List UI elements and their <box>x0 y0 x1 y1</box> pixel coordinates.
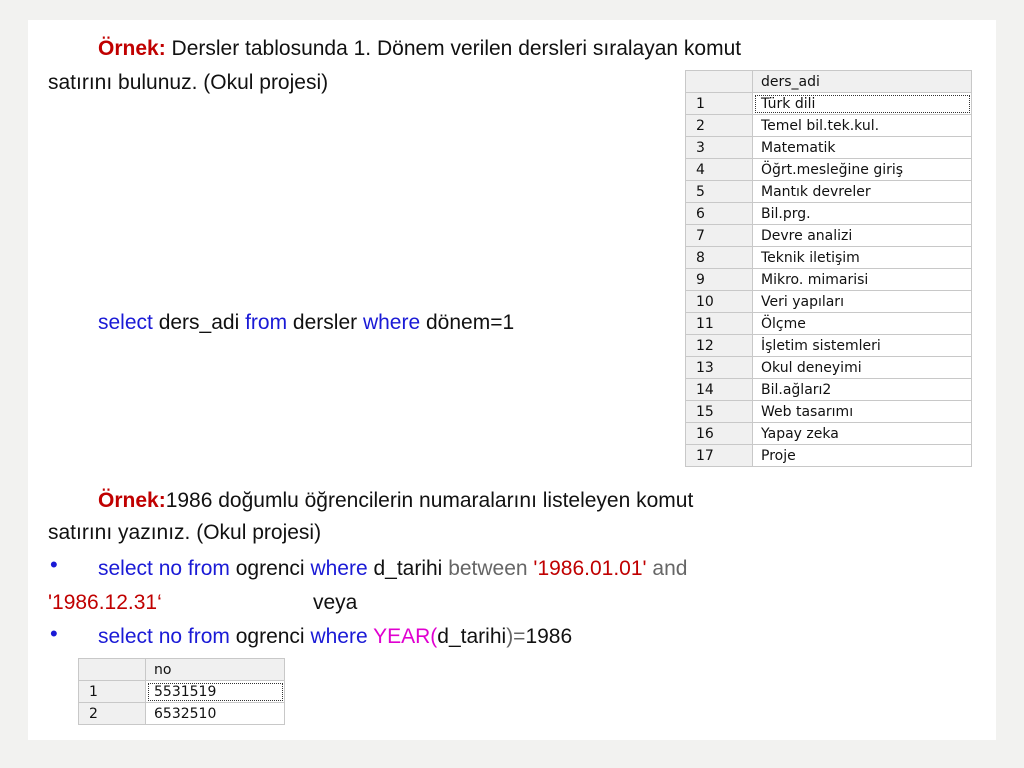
row-number: 4 <box>686 159 753 181</box>
cell-value[interactable]: Türk dili <box>753 93 972 115</box>
row-number: 5 <box>686 181 753 203</box>
grid-corner <box>686 71 753 93</box>
query-field: d_tarihi <box>367 557 449 580</box>
row-number: 12 <box>686 335 753 357</box>
table-row[interactable] <box>686 357 972 379</box>
query2-line1 <box>98 556 687 582</box>
cell-value[interactable]: Ölçme <box>753 313 972 335</box>
table-row[interactable] <box>79 681 285 703</box>
query-field: d_tarihi <box>437 625 507 648</box>
kw-from: from <box>187 625 230 648</box>
table-row[interactable] <box>686 247 972 269</box>
cell-value[interactable]: Öğrt.mesleğine giriş <box>753 159 972 181</box>
example-label: Örnek: <box>98 37 166 60</box>
kw-where: where <box>310 625 368 648</box>
example1-text: Dersler tablosunda 1. Dönem verilen dersleri sıralayan komut <box>165 37 742 60</box>
result-grid-1 <box>685 70 972 467</box>
kw-select: select <box>98 557 153 580</box>
kw-between: between <box>448 557 528 580</box>
row-number: 11 <box>686 313 753 335</box>
row-number: 13 <box>686 357 753 379</box>
bullet-icon: • <box>50 621 58 646</box>
cell-value[interactable]: Teknik iletişim <box>753 247 972 269</box>
example2-text: 1986 doğumlu öğrencilerin numaralarını listeleyen komut <box>165 489 694 512</box>
cell-value[interactable]: Okul deneyimi <box>753 357 972 379</box>
slide <box>28 20 996 740</box>
table-row[interactable] <box>686 93 972 115</box>
query1 <box>98 310 514 336</box>
query-column: ders_adi <box>152 311 246 334</box>
query3 <box>98 624 572 650</box>
cell-value[interactable]: Matematik <box>753 137 972 159</box>
row-number: 2 <box>686 115 753 137</box>
grid-header-ders-adi: ders_adi <box>753 71 972 93</box>
example1-line1 <box>98 36 741 62</box>
row-number: 6 <box>686 203 753 225</box>
row-number: 1 <box>79 681 146 703</box>
paren-open: ( <box>430 625 438 648</box>
table-row[interactable] <box>79 703 285 725</box>
table-row[interactable] <box>686 159 972 181</box>
row-number: 2 <box>79 703 146 725</box>
cell-value[interactable]: Veri yapıları <box>753 291 972 313</box>
example2-line2: satırını yazınız. (Okul projesi) <box>48 521 322 544</box>
row-number: 16 <box>686 423 753 445</box>
table-row[interactable] <box>686 313 972 335</box>
example-label: Örnek: <box>98 489 166 512</box>
query-value: 1986 <box>525 625 573 648</box>
kw-where: where <box>362 311 421 334</box>
example2-line1 <box>98 488 693 514</box>
cell-value[interactable]: Yapay zeka <box>753 423 972 445</box>
cell-value[interactable]: Proje <box>753 445 972 467</box>
query2-line2 <box>48 590 162 616</box>
kw-and: and <box>646 557 688 580</box>
cell-value[interactable]: Bil.prg. <box>753 203 972 225</box>
kw-select: select <box>98 625 153 648</box>
cell-value[interactable]: 5531519 <box>146 681 285 703</box>
table-row[interactable] <box>686 445 972 467</box>
cell-value[interactable]: Temel bil.tek.kul. <box>753 115 972 137</box>
example1-line2: satırını bulunuz. (Okul projesi) <box>48 71 329 94</box>
query-date-end: '1986.12.31‘ <box>48 591 162 614</box>
row-number: 15 <box>686 401 753 423</box>
query-equals: )= <box>506 625 526 648</box>
table-row[interactable] <box>686 423 972 445</box>
query2-veya: veya <box>313 591 358 614</box>
row-number: 14 <box>686 379 753 401</box>
grid-corner <box>79 659 146 681</box>
row-number: 9 <box>686 269 753 291</box>
row-number: 1 <box>686 93 753 115</box>
query-column: no <box>152 557 188 580</box>
kw-from: from <box>187 557 230 580</box>
query-table: ogrenci <box>229 625 311 648</box>
cell-value[interactable]: İşletim sistemleri <box>753 335 972 357</box>
kw-select: select <box>98 311 153 334</box>
row-number: 7 <box>686 225 753 247</box>
cell-value[interactable]: Mikro. mimarisi <box>753 269 972 291</box>
row-number: 3 <box>686 137 753 159</box>
cell-value[interactable]: Devre analizi <box>753 225 972 247</box>
grid-header-no: no <box>146 659 285 681</box>
query-column: no <box>152 625 188 648</box>
row-number: 8 <box>686 247 753 269</box>
table-row[interactable] <box>686 115 972 137</box>
query-table: dersler <box>287 311 363 334</box>
table-row[interactable] <box>686 203 972 225</box>
table-row[interactable] <box>686 379 972 401</box>
kw-from: from <box>245 311 288 334</box>
row-number: 10 <box>686 291 753 313</box>
row-number: 17 <box>686 445 753 467</box>
bullet-icon: • <box>50 552 58 577</box>
query-date-start: '1986.01.01' <box>527 557 647 580</box>
query-condition: dönem=1 <box>420 311 515 334</box>
cell-value[interactable]: 6532510 <box>146 703 285 725</box>
result-grid-2 <box>78 658 285 725</box>
table-row[interactable] <box>686 335 972 357</box>
table-row[interactable] <box>686 269 972 291</box>
cell-value[interactable]: Bil.ağları2 <box>753 379 972 401</box>
cell-value[interactable]: Web tasarımı <box>753 401 972 423</box>
query-function: YEAR <box>367 625 431 648</box>
kw-where: where <box>310 557 368 580</box>
table-row[interactable] <box>686 401 972 423</box>
table-row[interactable] <box>686 181 972 203</box>
table-row[interactable] <box>686 225 972 247</box>
query-table: ogrenci <box>229 557 311 580</box>
table-row[interactable] <box>686 291 972 313</box>
table-row[interactable] <box>686 137 972 159</box>
cell-value[interactable]: Mantık devreler <box>753 181 972 203</box>
